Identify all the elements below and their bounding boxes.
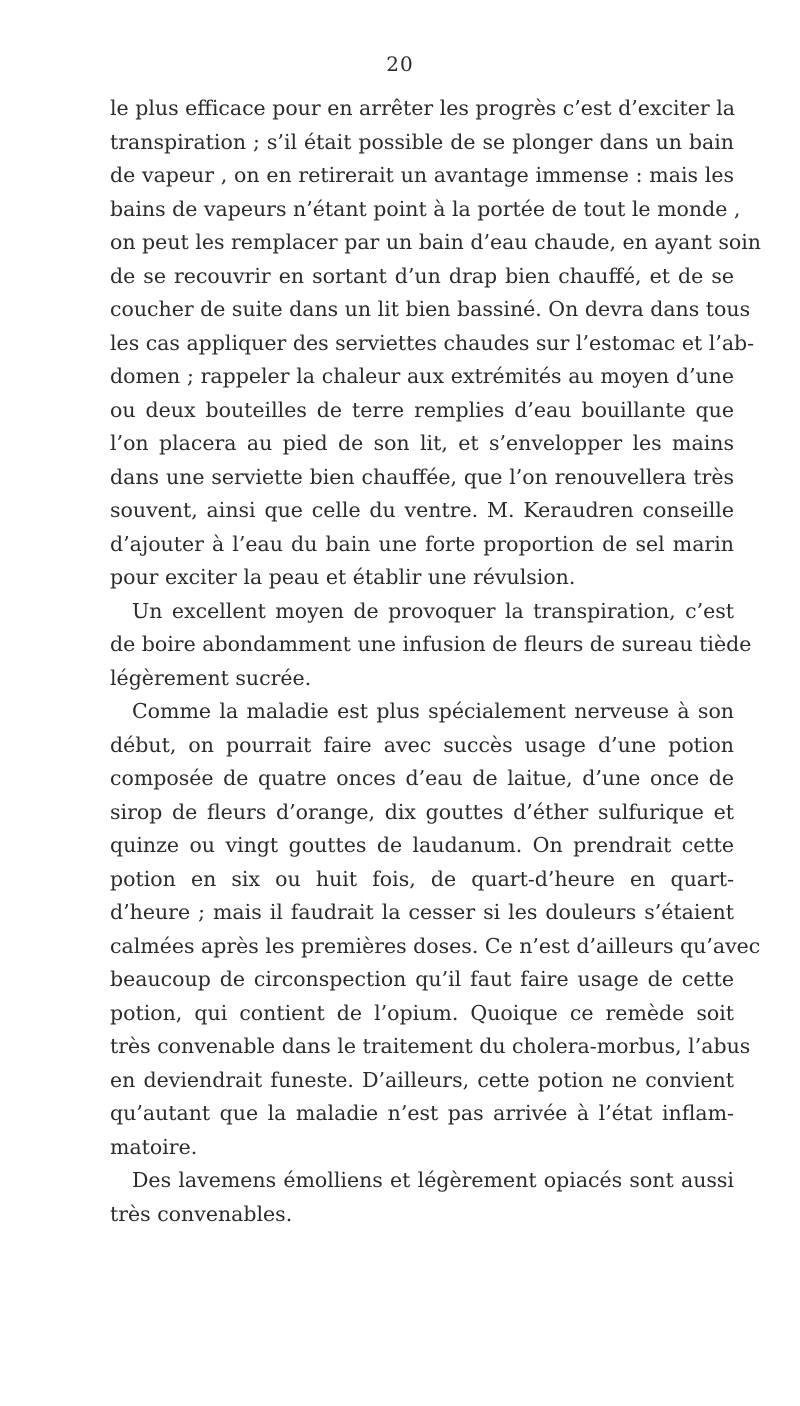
text-line: très convenable dans le traitement du cholera-morbus, l’abus <box>110 1034 751 1058</box>
text-line: de vapeur , on en retirerait un avantage immense : mais les <box>110 163 734 187</box>
text-line: d’ajouter à l’eau du bain une forte proportion de sel marin <box>110 531 734 556</box>
text-line: d’heure ; mais il faudrait la cesser si les douleurs s’étaient <box>110 900 734 924</box>
text-line: les cas appliquer des serviettes chaudes sur l’estomac et l’ab- <box>110 330 755 355</box>
text-line: pour exciter la peau et établir une révulsion. <box>110 565 576 589</box>
text-line: Comme la maladie est plus spécialement nerveuse à son <box>132 699 734 723</box>
text-line: dans une serviette bien chauffée, que l’on renouvellera très <box>110 464 734 489</box>
text-line: Un excellent moyen de provoquer la transpiration, c’est <box>132 598 734 623</box>
text-line: en deviendrait funeste. D’ailleurs, cette potion ne convient <box>110 1067 734 1092</box>
text-line: potion en six ou huit fois, de quart-d’heure en quart- <box>110 866 734 891</box>
text-line: qu’autant que la maladie n’est pas arrivée à l’état inflam- <box>110 1101 734 1125</box>
text-line: calmées après les premières doses. Ce n’est d’ailleurs qu’avec <box>110 933 761 958</box>
text-line: matoire. <box>110 1134 198 1159</box>
text-line: début, on pourrait faire avec succès usage d’une potion <box>110 732 734 757</box>
text-line: beaucoup de circonspection qu’il faut faire usage de cette <box>110 967 734 991</box>
text-line: on peut les remplacer par un bain d’eau chaude, en ayant soin <box>110 230 761 254</box>
text-line: sirop de fleurs d’orange, dix gouttes d’éther sulfurique et <box>110 799 734 824</box>
text-line: très convenables. <box>110 1201 293 1226</box>
text-line: l’on placera au pied de son lit, et s’envelopper les mains <box>110 431 734 455</box>
text-line: bains de vapeurs n’étant point à la portée de tout le monde , <box>110 196 741 221</box>
text-line: de boire abondamment une infusion de fleurs de sureau tiède <box>110 632 752 656</box>
body-text <box>110 92 761 1231</box>
text-line: ou deux bouteilles de terre remplies d’eau bouillante que <box>110 397 734 422</box>
text-line: souvent, ainsi que celle du ventre. M. Keraudren conseille <box>110 498 734 522</box>
text-line: le plus efficace pour en arrêter les progrès c’est d’exciter la <box>110 96 735 120</box>
page-number: 20 <box>386 52 414 76</box>
text-line: domen ; rappeler la chaleur aux extrémités au moyen d’une <box>110 364 734 388</box>
text-line: Des lavemens émolliens et légèrement opiacés sont aussi <box>132 1168 734 1192</box>
text-line: transpiration ; s’il était possible de se plonger dans un bain <box>110 129 734 154</box>
text-line: quinze ou vingt gouttes de laudanum. On prendrait cette <box>110 833 734 857</box>
text-line: potion, qui contient de l’opium. Quoique ce remède soit <box>110 1000 734 1025</box>
text-line: légèrement sucrée. <box>110 665 312 690</box>
text-line: coucher de suite dans un lit bien bassiné. On devra dans tous <box>110 297 751 321</box>
text-line: composée de quatre onces d’eau de laitue, d’une once de <box>110 766 734 790</box>
text-line: de se recouvrir en sortant d’un drap bien chauffé, et de se <box>110 263 734 288</box>
